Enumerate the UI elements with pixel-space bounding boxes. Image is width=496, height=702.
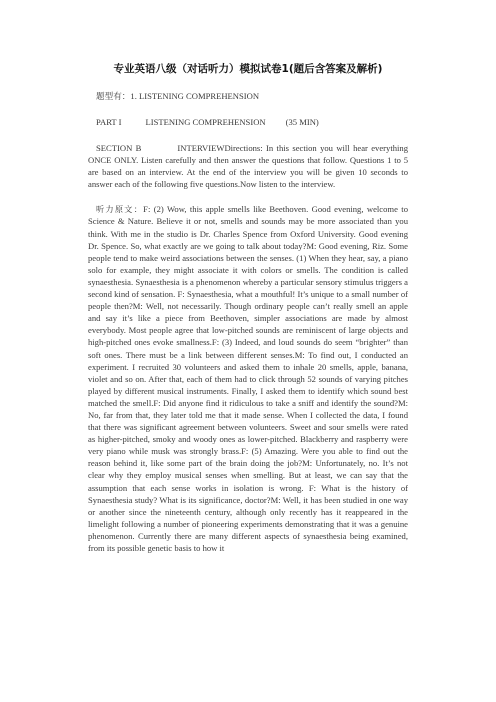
section-heading: INTERVIEW <box>177 143 225 153</box>
transcript-text: F: (2) Wow, this apple smells like Beethoven. Good evening, welcome to Science & Nature. Believe it or not, smells and sounds may be more associated than you think. With me in the studio is Dr. Charles Spence from Oxford University. Good evening Dr. Spence. So, what exactly are we going to talk about today?M: Good evening, Riz. Some people tend to make weird associations between the senses. (1) When they hear, say, a piano solo for example, they might associate it with colors or smells. The condition is called synaesthesia. Synaesthesia is a phenomenon whereby a particular sensory stimulus triggers a second kind of sensation. F: Synaesthesia, what a mouthful! It’s unique to a small number of people then?M: Well, not necessarily. Though ordinary people can’t really smell an apple and say it’s like a piece from Beethoven, simpler associations are made by almost everybody. Most people agree that low-pitched sounds are reminiscent of large objects and high-pitched ones evoke smallness.F: (3) Indeed, and loud sounds do seem “brighter” than soft ones. There must be a link between different senses.M: To find out, I conducted an experiment. I recruited 30 volunteers and asked them to inhale 20 smells, apple, banana, violet and so on. After that, each of them had to click through 52 sounds of varying pitches played by different musical instruments. Finally, I asked them to identify which sound best matched the smell.F: Did anyone find it ridiculous to take a sniff and identify the sound?M: No, far from that, they later told me that it made sense. When I collected the data, I found that there was significant agreement between volunteers. Sweet and sour smells were rated as higher-pitched, smoky and woody ones as lower-pitched. Blackberry and raspberry were very piano while musk was strongly brass.F: (5) Amazing. Were you able to find out the reason behind it, like some part of the brain doing the job?M: Unfortunately, no. It’s not clear why they employ musical senses when smelling. But at least, we can say that the assumption that each sense works in isolation is wrong. F: What is the history of Synaesthesia study? What is its significance, doctor?M: Well, it has been studied in one way or another since the nineteenth century, although only recently has it reappeared in the limelight following a number of pioneering experiments demonstrating that it was a genuine phenomenon. Currently there are many different aspects of synaesthesia being examined, from its possible genetic basis to how it <box>88 204 408 553</box>
document-title: 专业英语八级（对话听力）模拟试卷1(题后含答案及解析) <box>113 63 383 75</box>
directions-text: Directions: In this section you will hear everything ONCE ONLY. Listen carefully and then answer the questions that follow. Questions 1 to 5 are based on an interview. At the end of the interview you will be given 10 seconds to answer each of the following five questions.Now listen to the interview. <box>88 143 408 190</box>
transcript-paragraph <box>88 203 408 554</box>
section-label: SECTION B <box>96 143 142 153</box>
section-directions <box>88 142 408 190</box>
part-heading <box>96 116 408 128</box>
question-type-value: 1. LISTENING COMPREHENSION <box>130 91 260 101</box>
part-number: PART I <box>96 117 122 127</box>
transcript-label: 听力原文： <box>96 204 144 215</box>
question-type-line <box>96 90 408 102</box>
part-time: (35 MIN) <box>285 117 319 127</box>
question-type-label: 题型有： <box>96 91 131 101</box>
part-name: LISTENING COMPREHENSION <box>145 117 266 127</box>
